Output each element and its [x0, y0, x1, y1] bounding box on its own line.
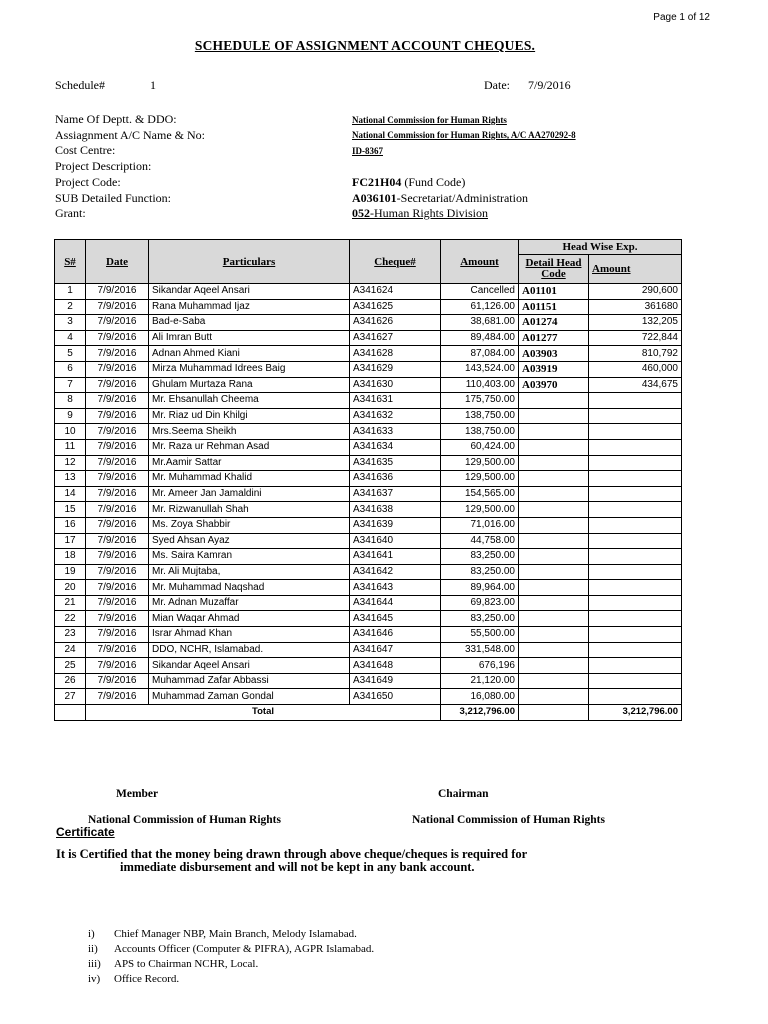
table-row — [55, 408, 682, 424]
cell-head-amount — [589, 517, 682, 533]
cell-date: 7/9/2016 — [86, 361, 149, 377]
cell-amount: 16,080.00 — [441, 689, 519, 705]
cell-head-amount — [589, 533, 682, 549]
cell-cheque: A341648 — [350, 658, 441, 674]
cell-cheque: A341633 — [350, 424, 441, 440]
col-header-head-wise: Head Wise Exp. — [519, 240, 682, 255]
fund-code-note: (Fund Code) — [401, 175, 466, 189]
cell-amount: 129,500.00 — [441, 471, 519, 487]
table-row — [55, 377, 682, 393]
cell-amount: 154,565.00 — [441, 486, 519, 502]
col-header-date: Date — [86, 240, 149, 284]
cell-head-code: A01101 — [519, 284, 589, 300]
cell-cheque: A341649 — [350, 673, 441, 689]
cell-cheque: A341636 — [350, 471, 441, 487]
page-number: Page 1 of 12 — [653, 12, 710, 23]
table-row — [55, 330, 682, 346]
ac-label: Assiagnment A/C Name & No: — [55, 128, 205, 142]
cell-sn: 6 — [55, 361, 86, 377]
certificate-line-1: It is Certified that the money being drawn through above cheque/cheques is required for — [56, 847, 528, 861]
cell-head-amount: 810,792 — [589, 346, 682, 362]
total-label: Total — [86, 705, 441, 721]
member-label: Member — [116, 788, 159, 800]
cell-particulars: Bad-e-Saba — [149, 315, 350, 331]
member-org: National Commission of Human Rights — [88, 814, 281, 826]
table-row — [55, 642, 682, 658]
cell-particulars: Mian Waqar Ahmad — [149, 611, 350, 627]
table-row — [55, 595, 682, 611]
cell-amount: 175,750.00 — [441, 393, 519, 409]
chairman-label: Chairman — [438, 788, 489, 800]
cell-sn: 13 — [55, 471, 86, 487]
cell-date: 7/9/2016 — [86, 627, 149, 643]
cell-head-code — [519, 658, 589, 674]
cell-sn: 11 — [55, 439, 86, 455]
cell-particulars: Mrs.Seema Sheikh — [149, 424, 350, 440]
table-row — [55, 315, 682, 331]
cell-amount: 110,403.00 — [441, 377, 519, 393]
cell-amount: 83,250.00 — [441, 549, 519, 565]
cell-sn: 18 — [55, 549, 86, 565]
total-row — [55, 705, 682, 721]
cell-head-code — [519, 502, 589, 518]
cell-sn: 20 — [55, 580, 86, 596]
cell-sn: 24 — [55, 642, 86, 658]
cell-date: 7/9/2016 — [86, 673, 149, 689]
table-row — [55, 299, 682, 315]
list-item: iv) Office Record. — [88, 973, 180, 985]
cell-particulars: Mr. Ehsanullah Cheema — [149, 393, 350, 409]
cell-date: 7/9/2016 — [86, 424, 149, 440]
cell-head-amount: 132,205 — [589, 315, 682, 331]
cell-head-code — [519, 408, 589, 424]
cell-date: 7/9/2016 — [86, 455, 149, 471]
cell-particulars: Syed Ahsan Ayaz — [149, 533, 350, 549]
certificate-text — [56, 848, 656, 874]
cell-sn: 12 — [55, 455, 86, 471]
cell-amount: 143,524.00 — [441, 361, 519, 377]
cell-amount: 676,196 — [441, 658, 519, 674]
cell-sn: 15 — [55, 502, 86, 518]
cell-cheque: A341639 — [350, 517, 441, 533]
cell-cheque: A341624 — [350, 284, 441, 300]
cell-head-code — [519, 673, 589, 689]
cell-date: 7/9/2016 — [86, 533, 149, 549]
cell-amount: 129,500.00 — [441, 502, 519, 518]
cell-head-code — [519, 533, 589, 549]
cell-cheque: A341635 — [350, 455, 441, 471]
cell-date: 7/9/2016 — [86, 517, 149, 533]
cell-head-code — [519, 564, 589, 580]
cell-date: 7/9/2016 — [86, 377, 149, 393]
cell-sn: 3 — [55, 315, 86, 331]
cell-particulars: Adnan Ahmed Kiani — [149, 346, 350, 362]
cell-cheque: A341629 — [350, 361, 441, 377]
cell-sn: 1 — [55, 284, 86, 300]
deptt-value: National Commission for Human Rights — [352, 115, 507, 125]
table-row — [55, 658, 682, 674]
cell-head-code: A03970 — [519, 377, 589, 393]
cell-amount: 21,120.00 — [441, 673, 519, 689]
cell-sn: 25 — [55, 658, 86, 674]
cell-particulars: Rana Muhammad Ijaz — [149, 299, 350, 315]
total-head-amount: 3,212,796.00 — [589, 705, 682, 721]
cell-amount: 129,500.00 — [441, 455, 519, 471]
cell-date: 7/9/2016 — [86, 408, 149, 424]
cell-amount: 83,250.00 — [441, 564, 519, 580]
page-title: SCHEDULE OF ASSIGNMENT ACCOUNT CHEQUES. — [194, 38, 536, 53]
total-amount: 3,212,796.00 — [441, 705, 519, 721]
cheque-schedule-table — [54, 239, 682, 721]
cell-head-amount: 722,844 — [589, 330, 682, 346]
cell-date: 7/9/2016 — [86, 658, 149, 674]
certificate-line-2: immediate disbursement and will not be kept in any bank account. — [120, 860, 475, 874]
cell-head-code: A03903 — [519, 346, 589, 362]
cell-head-amount — [589, 439, 682, 455]
cell-date: 7/9/2016 — [86, 315, 149, 331]
cell-particulars: Mr. Ameer Jan Jamaldini — [149, 486, 350, 502]
cell-date: 7/9/2016 — [86, 299, 149, 315]
cell-cheque: A341631 — [350, 393, 441, 409]
cell-particulars: Ms. Zoya Shabbir — [149, 517, 350, 533]
cell-date: 7/9/2016 — [86, 580, 149, 596]
deptt-label: Name Of Deptt. & DDO: — [55, 112, 177, 126]
cell-particulars: Mr. Muhammad Naqshad — [149, 580, 350, 596]
cell-head-amount — [589, 658, 682, 674]
table-row — [55, 517, 682, 533]
table-row — [55, 549, 682, 565]
date-value: 7/9/2016 — [528, 78, 571, 92]
cell-particulars: Israr Ahmad Khan — [149, 627, 350, 643]
cell-sn: 14 — [55, 486, 86, 502]
list-item: ii) Accounts Officer (Computer & PIFRA), AGPR Islamabad. — [88, 943, 375, 955]
cell-cheque: A341646 — [350, 627, 441, 643]
cell-cheque: A341640 — [350, 533, 441, 549]
cell-head-amount: 434,675 — [589, 377, 682, 393]
cell-date: 7/9/2016 — [86, 642, 149, 658]
cell-cheque: A341644 — [350, 595, 441, 611]
cell-sn: 23 — [55, 627, 86, 643]
cell-head-amount — [589, 549, 682, 565]
cell-head-code — [519, 642, 589, 658]
schedule-label: Schedule# — [55, 78, 105, 92]
cell-amount: 89,964.00 — [441, 580, 519, 596]
cell-amount: 87,084.00 — [441, 346, 519, 362]
cell-head-code — [519, 549, 589, 565]
cell-head-code — [519, 627, 589, 643]
cell-head-amount — [589, 611, 682, 627]
cell-date: 7/9/2016 — [86, 549, 149, 565]
total-spacer — [55, 705, 86, 721]
ac-value: National Commission for Human Rights, A/C AA270292-8 — [352, 130, 576, 140]
cell-cheque: A341638 — [350, 502, 441, 518]
cell-particulars: Mr. Adnan Muzaffar — [149, 595, 350, 611]
col-header-cheque: Cheque# — [350, 240, 441, 284]
table-row — [55, 346, 682, 362]
cost-centre-label: Cost Centre: — [55, 143, 116, 157]
table-row — [55, 502, 682, 518]
cell-date: 7/9/2016 — [86, 284, 149, 300]
list-item: i) Chief Manager NBP, Main Branch, Melody Islamabad. — [88, 928, 357, 940]
col-header-hw-amount: Amount — [589, 255, 682, 284]
cell-sn: 10 — [55, 424, 86, 440]
cell-cheque: A341650 — [350, 689, 441, 705]
cell-amount: 44,758.00 — [441, 533, 519, 549]
table-row — [55, 689, 682, 705]
sub-function-value — [352, 191, 528, 206]
cell-sn: 26 — [55, 673, 86, 689]
cell-head-code — [519, 471, 589, 487]
cell-head-code: A01151 — [519, 299, 589, 315]
cell-particulars: DDO, NCHR, Islamabad. — [149, 642, 350, 658]
total-empty — [519, 705, 589, 721]
cell-amount: 138,750.00 — [441, 424, 519, 440]
certificate-heading: Certificate — [56, 825, 115, 839]
cell-sn: 19 — [55, 564, 86, 580]
table-row — [55, 627, 682, 643]
table-row — [55, 424, 682, 440]
cell-cheque: A341627 — [350, 330, 441, 346]
cell-head-amount — [589, 408, 682, 424]
cell-date: 7/9/2016 — [86, 439, 149, 455]
sub-function-label: SUB Detailed Function: — [55, 191, 171, 205]
col-header-sn: S# — [55, 240, 86, 284]
cell-date: 7/9/2016 — [86, 595, 149, 611]
cell-cheque: A341630 — [350, 377, 441, 393]
table-row — [55, 673, 682, 689]
cell-particulars: Mirza Muhammad Idrees Baig — [149, 361, 350, 377]
cell-date: 7/9/2016 — [86, 486, 149, 502]
cell-head-amount — [589, 471, 682, 487]
fund-code: FC21H04 — [352, 175, 402, 189]
cell-particulars: Ghulam Murtaza Rana — [149, 377, 350, 393]
cell-particulars: Muhammad Zafar Abbassi — [149, 673, 350, 689]
cell-head-amount — [589, 393, 682, 409]
cell-amount: 55,500.00 — [441, 627, 519, 643]
cell-cheque: A341641 — [350, 549, 441, 565]
project-code-value — [352, 175, 465, 190]
table-row — [55, 393, 682, 409]
cell-head-code — [519, 486, 589, 502]
date-label: Date: — [484, 78, 510, 92]
cell-head-code — [519, 439, 589, 455]
cell-particulars: Ali Imran Butt — [149, 330, 350, 346]
table-row — [55, 580, 682, 596]
cell-head-amount — [589, 455, 682, 471]
grant-code: 052 — [352, 206, 370, 220]
cell-head-code — [519, 393, 589, 409]
schedule-value: 1 — [150, 78, 156, 92]
cell-sn: 8 — [55, 393, 86, 409]
list-item: iii) APS to Chairman NCHR, Local. — [88, 958, 259, 970]
cell-head-amount: 361680 — [589, 299, 682, 315]
cell-date: 7/9/2016 — [86, 393, 149, 409]
grant-value — [352, 206, 488, 221]
cell-amount: 138,750.00 — [441, 408, 519, 424]
cell-head-amount — [589, 502, 682, 518]
cell-date: 7/9/2016 — [86, 564, 149, 580]
copy-list — [88, 927, 374, 987]
cell-head-amount — [589, 627, 682, 643]
cell-particulars: Sikandar Aqeel Ansari — [149, 284, 350, 300]
cell-head-code — [519, 455, 589, 471]
cell-cheque: A341628 — [350, 346, 441, 362]
cell-date: 7/9/2016 — [86, 330, 149, 346]
cell-date: 7/9/2016 — [86, 689, 149, 705]
col-header-detail-head: Detail Head Code — [519, 255, 589, 284]
cell-head-amount — [589, 595, 682, 611]
table-row — [55, 471, 682, 487]
col-header-particulars: Particulars — [149, 240, 350, 284]
project-code-label: Project Code: — [55, 175, 121, 189]
cell-amount: 69,823.00 — [441, 595, 519, 611]
cell-date: 7/9/2016 — [86, 346, 149, 362]
cost-centre-value: ID-8367 — [352, 146, 383, 156]
cell-cheque: A341643 — [350, 580, 441, 596]
cell-amount: 38,681.00 — [441, 315, 519, 331]
cell-date: 7/9/2016 — [86, 611, 149, 627]
col-header-amount: Amount — [441, 240, 519, 284]
cell-particulars: Mr. Ali Mujtaba, — [149, 564, 350, 580]
cell-head-code — [519, 611, 589, 627]
cell-sn: 22 — [55, 611, 86, 627]
cell-cheque: A341625 — [350, 299, 441, 315]
cell-amount: 61,126.00 — [441, 299, 519, 315]
cell-sn: 16 — [55, 517, 86, 533]
cell-cheque: A341642 — [350, 564, 441, 580]
cell-head-code — [519, 580, 589, 596]
cell-amount: 60,424.00 — [441, 439, 519, 455]
cell-head-code — [519, 689, 589, 705]
cell-amount: Cancelled — [441, 284, 519, 300]
cell-particulars: Mr.Aamir Sattar — [149, 455, 350, 471]
cell-head-code — [519, 517, 589, 533]
sub-function-code: A036101 — [352, 191, 397, 205]
chairman-org: National Commission of Human Rights — [412, 814, 605, 826]
cell-particulars: Ms. Saira Kamran — [149, 549, 350, 565]
cell-amount: 331,548.00 — [441, 642, 519, 658]
cell-cheque: A341634 — [350, 439, 441, 455]
cell-cheque: A341632 — [350, 408, 441, 424]
cell-amount: 83,250.00 — [441, 611, 519, 627]
cell-head-code: A01274 — [519, 315, 589, 331]
table-row — [55, 611, 682, 627]
cell-head-code: A01277 — [519, 330, 589, 346]
table-row — [55, 564, 682, 580]
cell-date: 7/9/2016 — [86, 502, 149, 518]
cell-particulars: Muhammad Zaman Gondal — [149, 689, 350, 705]
sub-function-text: -Secretariat/Administration — [396, 191, 528, 205]
cell-head-amount — [589, 673, 682, 689]
cell-head-amount — [589, 642, 682, 658]
grant-text: -Human Rights Division — [370, 206, 489, 220]
cell-particulars: Mr. Raza ur Rehman Asad — [149, 439, 350, 455]
cell-cheque: A341645 — [350, 611, 441, 627]
cell-head-amount — [589, 424, 682, 440]
cell-cheque: A341626 — [350, 315, 441, 331]
cell-sn: 27 — [55, 689, 86, 705]
cell-head-amount — [589, 689, 682, 705]
table-row — [55, 486, 682, 502]
cell-particulars: Mr. Riaz ud Din Khilgi — [149, 408, 350, 424]
cell-particulars: Mr. Muhammad Khalid — [149, 471, 350, 487]
cell-sn: 21 — [55, 595, 86, 611]
grant-label: Grant: — [55, 206, 86, 220]
cell-amount: 89,484.00 — [441, 330, 519, 346]
cell-head-amount — [589, 580, 682, 596]
cell-sn: 9 — [55, 408, 86, 424]
cell-cheque: A341637 — [350, 486, 441, 502]
cell-particulars: Mr. Rizwanullah Shah — [149, 502, 350, 518]
cell-amount: 71,016.00 — [441, 517, 519, 533]
cell-head-amount: 460,000 — [589, 361, 682, 377]
cell-head-amount — [589, 564, 682, 580]
cell-head-amount — [589, 486, 682, 502]
cell-head-code — [519, 424, 589, 440]
cell-date: 7/9/2016 — [86, 471, 149, 487]
table-row — [55, 533, 682, 549]
cell-head-code — [519, 595, 589, 611]
cell-sn: 17 — [55, 533, 86, 549]
table-row — [55, 455, 682, 471]
table-row — [55, 439, 682, 455]
table-row — [55, 361, 682, 377]
cell-head-code: A03919 — [519, 361, 589, 377]
table-row — [55, 284, 682, 300]
cell-sn: 4 — [55, 330, 86, 346]
cell-sn: 2 — [55, 299, 86, 315]
cell-sn: 5 — [55, 346, 86, 362]
cell-particulars: Sikandar Aqeel Ansari — [149, 658, 350, 674]
cell-sn: 7 — [55, 377, 86, 393]
project-description-label: Project Description: — [55, 159, 152, 173]
cell-head-amount: 290,600 — [589, 284, 682, 300]
cell-cheque: A341647 — [350, 642, 441, 658]
